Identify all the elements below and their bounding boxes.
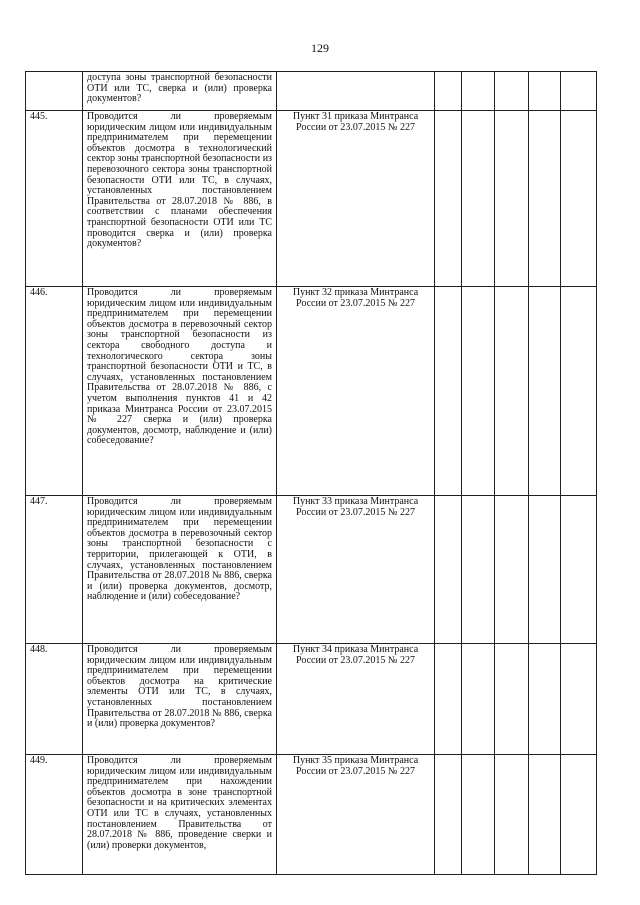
table-row: [26, 644, 597, 755]
answer-cell-extra: [529, 111, 561, 287]
answer-cell-extra: [529, 496, 561, 644]
answer-cell-na: [495, 496, 529, 644]
row-number: 447.: [26, 496, 83, 644]
answer-cell-no: [462, 644, 495, 755]
answer-cell-no: [462, 72, 495, 111]
answer-cell-extra: [529, 287, 561, 496]
table-row: [26, 72, 597, 111]
table-row: [26, 755, 597, 875]
legal-reference: Пункт 32 приказа Минтранса России от 23.07.2015 № 227: [277, 287, 435, 496]
answer-cell-na: [495, 72, 529, 111]
legal-reference: [277, 72, 435, 111]
answer-cell-yes: [435, 496, 462, 644]
answer-cell-yes: [435, 287, 462, 496]
question-text: Проводится ли проверяемым юридическим лицом или индивидуальным предпринимателем при перемещении объектов досмотра на критические элементы ОТИ или ТС, в случаях, установленных постановлением Правительства от 28.07.2018 № 886, сверка и (или) проверка документов?: [83, 644, 277, 755]
question-text: Проводится ли проверяемым юридическим лицом или индивидуальным предпринимателем при перемещении объектов досмотра в перевозочный сектор зоны транспортной безопасности из сектора свободного доступа и технологического сектора зоны транспортной безопасности ОТИ и ТС, в случаях, установленных постановлением Правительства от 28.07.2018 № 886, с учетом выполнения пунктов 41 и 42 приказа Минтранса России от 23.07.2015 № 227 сверка и (или) проверка документов, досмотр, наблюдение и (или) собеседование?: [83, 287, 277, 496]
row-number: 445.: [26, 111, 83, 287]
question-text: Проводится ли проверяемым юридическим лицом или индивидуальным предпринимателем при перемещении объектов досмотра в перевозочный сектор зоны транспортной безопасности с территории, прилегающей к ОТИ, в случаях, установленных постановлением Правительства от 28.07.2018 № 886, сверка и (или) проверка документов, досмотр, наблюдение и (или) собеседование?: [83, 496, 277, 644]
notes-cell: [561, 72, 597, 111]
legal-reference: Пункт 34 приказа Минтранса России от 23.07.2015 № 227: [277, 644, 435, 755]
answer-cell-na: [495, 755, 529, 875]
question-text: Проводится ли проверяемым юридическим лицом или индивидуальным предпринимателем при нахождении объектов досмотра в зоне транспортной безопасности и на критических элементах ОТИ или ТС в случаях, установленных постановлением Правительства от 28.07.2018 № 886, проведение сверки и (или) проверки документов,: [83, 755, 277, 875]
checklist-table: [25, 71, 597, 875]
answer-cell-na: [495, 111, 529, 287]
notes-cell: [561, 111, 597, 287]
answer-cell-extra: [529, 72, 561, 111]
answer-cell-yes: [435, 111, 462, 287]
answer-cell-yes: [435, 72, 462, 111]
answer-cell-na: [495, 287, 529, 496]
answer-cell-no: [462, 496, 495, 644]
answer-cell-no: [462, 287, 495, 496]
legal-reference: Пункт 33 приказа Минтранса России от 23.07.2015 № 227: [277, 496, 435, 644]
answer-cell-yes: [435, 755, 462, 875]
table-row: [26, 287, 597, 496]
answer-cell-yes: [435, 644, 462, 755]
table-row: [26, 496, 597, 644]
notes-cell: [561, 644, 597, 755]
answer-cell-na: [495, 644, 529, 755]
question-text: доступа зоны транспортной безопасности ОТИ или ТС, сверка и (или) проверка документов?: [83, 72, 277, 111]
row-number: [26, 72, 83, 111]
row-number: 449.: [26, 755, 83, 875]
row-number: 448.: [26, 644, 83, 755]
answer-cell-no: [462, 111, 495, 287]
legal-reference: Пункт 31 приказа Минтранса России от 23.07.2015 № 227: [277, 111, 435, 287]
table-row: [26, 111, 597, 287]
notes-cell: [561, 287, 597, 496]
question-text: Проводится ли проверяемым юридическим лицом или индивидуальным предпринимателем при перемещении объектов досмотра в технологический сектор зоны транспортной безопасности из перевозочного сектора зоны транспортной безопасности ОТИ или ТС, в случаях, установленных постановлением Правительства от 28.07.2018 № 886, в соответствии с планами обеспечения транспортной безопасности ОТИ или ТС проводится сверка и (или) проверка документов?: [83, 111, 277, 287]
answer-cell-extra: [529, 644, 561, 755]
legal-reference: Пункт 35 приказа Минтранса России от 23.07.2015 № 227: [277, 755, 435, 875]
notes-cell: [561, 496, 597, 644]
answer-cell-extra: [529, 755, 561, 875]
notes-cell: [561, 755, 597, 875]
row-number: 446.: [26, 287, 83, 496]
answer-cell-no: [462, 755, 495, 875]
page-number: 129: [311, 41, 329, 55]
